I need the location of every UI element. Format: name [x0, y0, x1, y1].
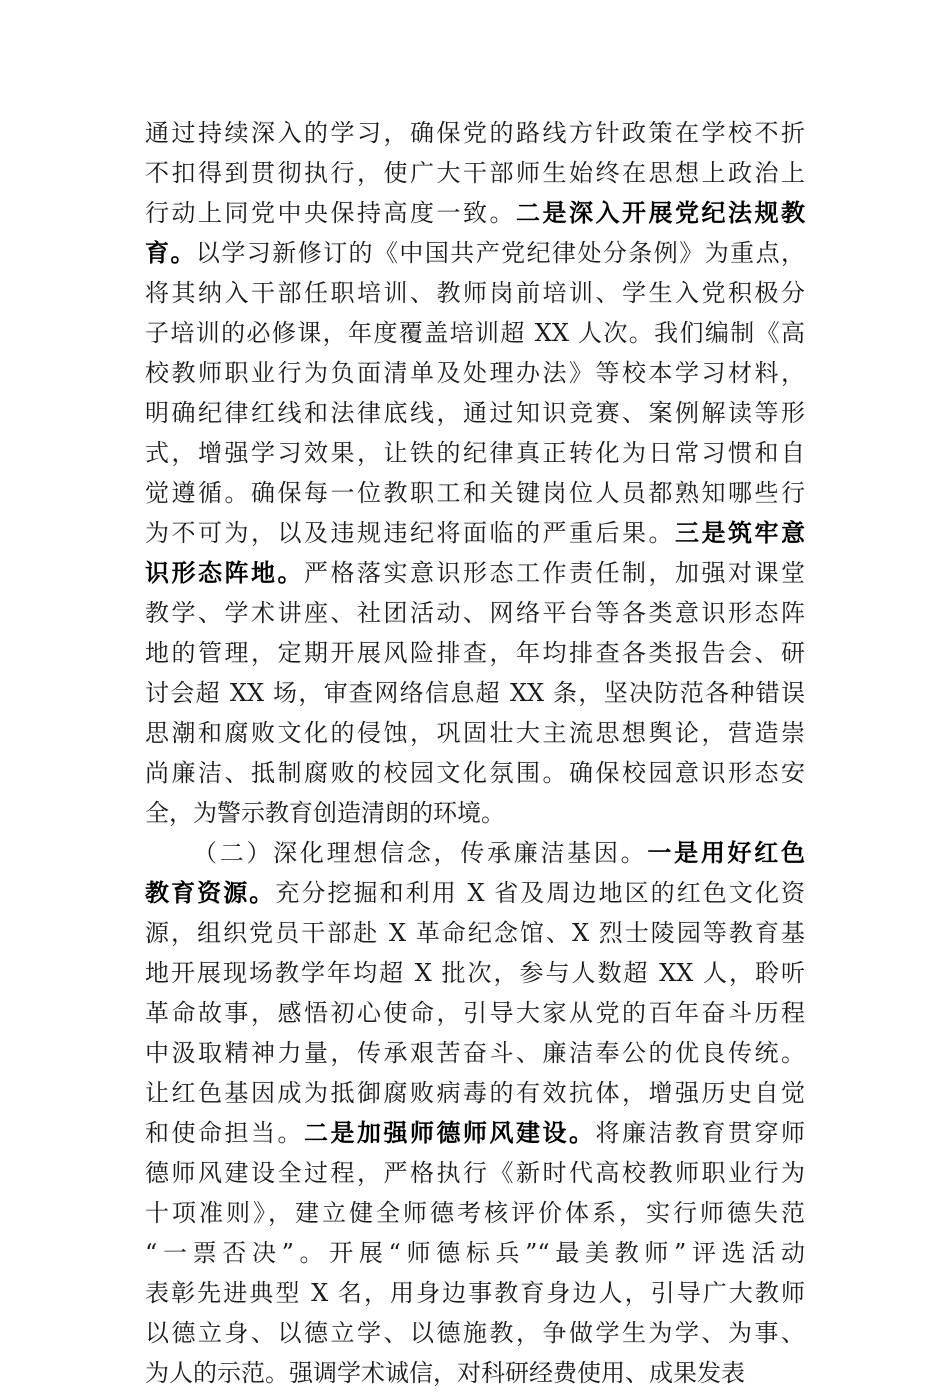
text-line: [145, 233, 805, 273]
text-line: [145, 873, 805, 913]
body-text: 不扣得到贯彻执行，使广大干部师生始终在思想上政治上: [145, 159, 805, 187]
body-text: 地的管理，定期开展风险排查，年均排查各类报告会、研: [145, 639, 805, 667]
body-text: 为不可为，以及违规违纪将面临的严重后果。: [145, 519, 675, 547]
text-line: [145, 353, 805, 393]
text-line: [145, 1233, 805, 1273]
text-line: [145, 433, 805, 473]
text-line: [145, 1073, 805, 1113]
text-line: [145, 1113, 805, 1153]
body-text: 以德立身、以德立学、以德施教，争做学生为学、为事、: [145, 1319, 805, 1347]
body-text: 校教师职业行为负面清单及处理办法》等校本学习材料，: [145, 359, 805, 387]
body-text: 思潮和腐败文化的侵蚀，巩固壮大主流思想舆论，营造崇: [145, 719, 805, 747]
body-text: 为人的示范。强调学术诚信，对科研经费使用、成果发表: [145, 1359, 745, 1387]
text-line: [145, 1193, 805, 1233]
bold-heading-text: 二是深入开展党纪法规教: [516, 198, 805, 227]
paragraph-2: [145, 833, 805, 1393]
body-text: 德师风建设全过程，严格执行《新时代高校教师职业行为: [145, 1159, 805, 1187]
text-line: [145, 113, 805, 153]
document-page: [145, 113, 805, 1393]
text-line: [145, 553, 805, 593]
body-text: 和使命担当。: [145, 1119, 304, 1147]
body-text: 子培训的必修课，年度覆盖培训超 XX 人次。我们编制《高: [145, 319, 805, 347]
bold-heading-text: 三是筑牢意: [675, 518, 805, 547]
body-text: 革命故事，感悟初心使命，引导大家从党的百年奋斗历程: [145, 999, 805, 1027]
body-text: 式，增强学习效果，让铁的纪律真正转化为日常习惯和自: [145, 439, 805, 467]
body-text: 地开展现场教学年均超 X 批次，参与人数超 XX 人，聆听: [145, 959, 805, 987]
body-text: 充分挖掘和利用 X 省及周边地区的红色文化资: [275, 879, 806, 907]
text-line: [145, 1313, 805, 1353]
text-line: [145, 953, 805, 993]
text-line: [145, 793, 805, 833]
body-text: 将廉洁教育贯穿师: [595, 1119, 805, 1147]
body-text: 通过持续深入的学习，确保党的路线方针政策在学校不折: [145, 119, 805, 147]
body-text: 让红色基因成为抵御腐败病毒的有效抗体，增强历史自觉: [145, 1079, 805, 1107]
text-line: [145, 833, 805, 873]
body-text: 教学、学术讲座、社团活动、网络平台等各类意识形态阵: [145, 599, 805, 627]
bold-heading-text: 教育资源。: [145, 878, 276, 907]
text-line: [145, 713, 805, 753]
body-text: 将其纳入干部任职培训、教师岗前培训、学生入党积极分: [145, 279, 805, 307]
body-text: 尚廉洁、抵制腐败的校园文化氛围。确保校园意识形态安: [145, 759, 805, 787]
text-line: [145, 193, 805, 233]
text-line: [145, 913, 805, 953]
text-line: [145, 1153, 805, 1193]
text-line: [145, 393, 805, 433]
text-line: [145, 473, 805, 513]
text-line: [145, 273, 805, 313]
body-text: 源，组织党员干部赴 X 革命纪念馆、X 烈士陵园等教育基: [145, 919, 805, 947]
text-line: [145, 1033, 805, 1073]
text-line: [145, 313, 805, 353]
paragraph-1: [145, 113, 805, 833]
body-text: 中汲取精神力量，传承艰苦奋斗、廉洁奉公的优良传统。: [145, 1039, 805, 1067]
bold-heading-text: 二是加强师德师风建设。: [304, 1118, 596, 1147]
text-line: [145, 673, 805, 713]
text-line: [145, 1273, 805, 1313]
body-text: 明确纪律红线和法律底线，通过知识竞赛、案例解读等形: [145, 399, 805, 427]
body-text: “一票否决”。开展“师德标兵”“最美教师”评选活动: [145, 1239, 805, 1267]
body-text: 行动上同党中央保持高度一致。: [145, 199, 516, 227]
text-line: [145, 753, 805, 793]
bold-heading-text: 育。: [145, 238, 196, 267]
body-text: 讨会超 XX 场，审查网络信息超 XX 条，坚决防范各种错误: [145, 679, 805, 707]
text-line: [145, 513, 805, 553]
body-text: 全，为警示教育创造清朗的环境。: [145, 799, 505, 827]
bold-heading-text: 一是用好红色: [647, 838, 806, 867]
body-text: 表彰先进典型 X 名，用身边事教育身边人，引导广大教师: [145, 1279, 805, 1307]
text-line: [145, 633, 805, 673]
body-text: 以学习新修订的《中国共产党纪律处分条例》为重点，: [195, 239, 806, 267]
body-text: （二）深化理想信念，传承廉洁基因。: [193, 839, 648, 867]
body-text: 觉遵循。确保每一位教职工和关键岗位人员都熟知哪些行: [145, 479, 805, 507]
text-line: [145, 993, 805, 1033]
text-line: [145, 1353, 805, 1393]
text-line: [145, 593, 805, 633]
text-line: [145, 153, 805, 193]
bold-heading-text: 识形态阵地。: [145, 558, 304, 587]
body-text: 严格落实意识形态工作责任制，加强对课堂: [304, 559, 805, 587]
body-text: 十项准则》，建立健全师德考核评价体系，实行师德失范: [145, 1199, 805, 1227]
